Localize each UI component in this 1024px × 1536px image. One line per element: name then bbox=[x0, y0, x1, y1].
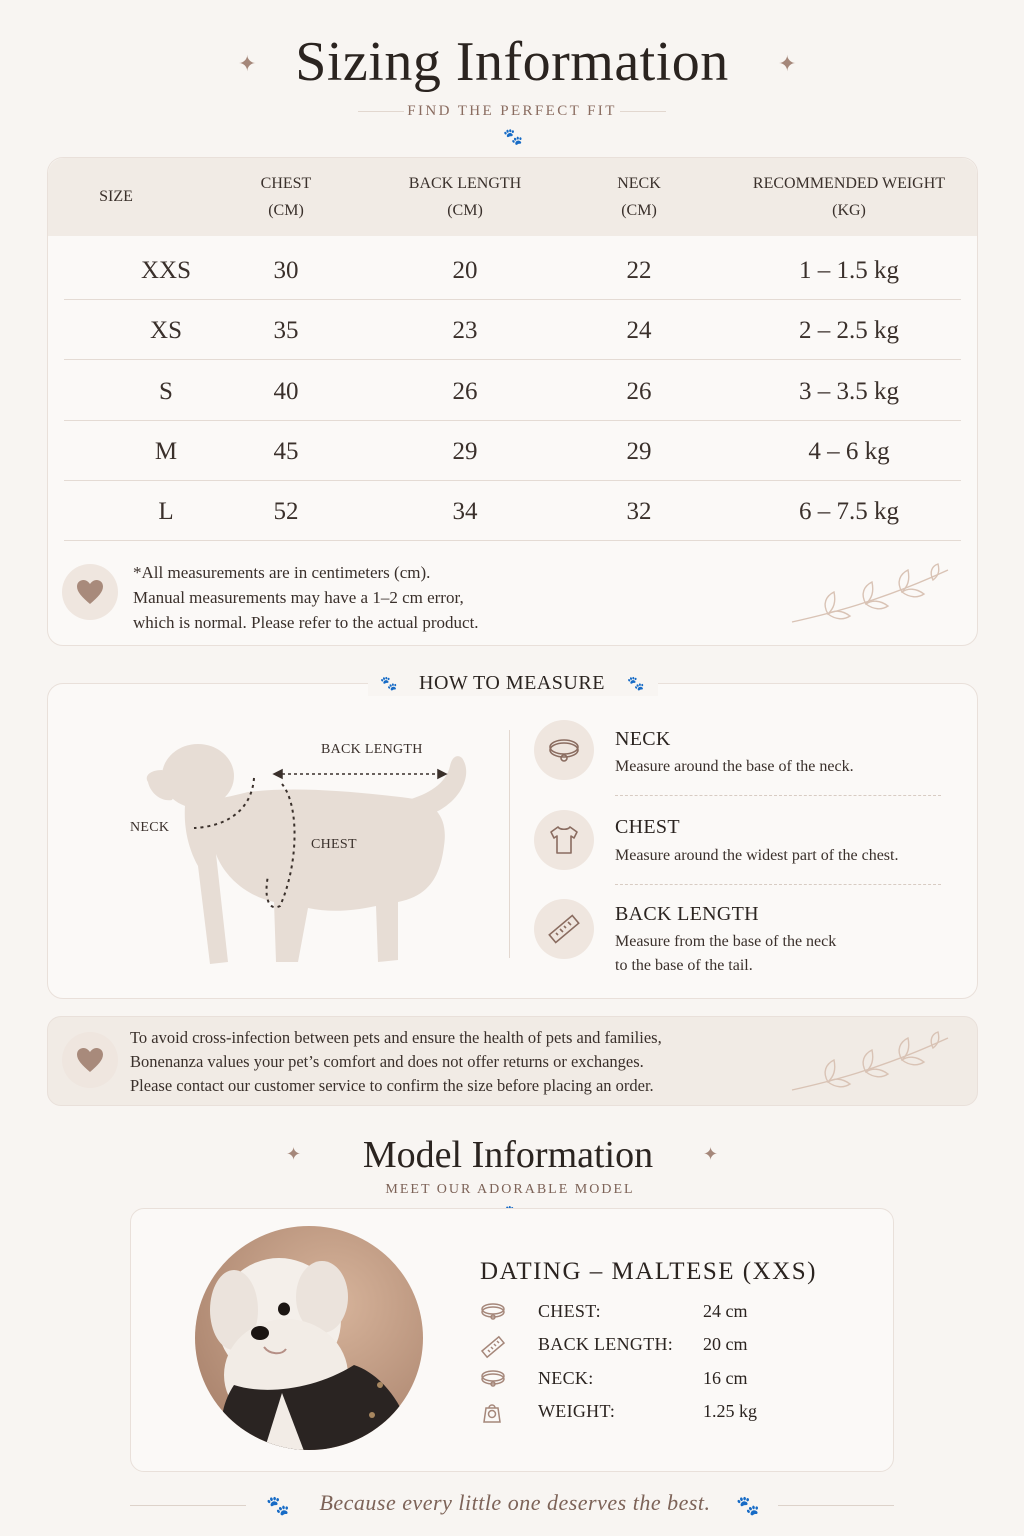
collar-icon bbox=[480, 1368, 506, 1393]
section-label: HOW TO MEASURE bbox=[419, 672, 605, 694]
column-header-weight: RECOMMENDED WEIGHT (KG) bbox=[752, 175, 946, 219]
cell-chest: 30 bbox=[273, 257, 299, 284]
heart-icon bbox=[62, 1032, 118, 1088]
scale-icon bbox=[480, 1401, 504, 1430]
column-header-size: SIZE bbox=[99, 188, 133, 205]
footer-tagline: Because every little one deserves the best. bbox=[319, 1490, 711, 1515]
divider bbox=[615, 795, 941, 796]
sparkle-icon: ✦ bbox=[238, 52, 257, 77]
sparkle-icon: ✦ bbox=[703, 1144, 719, 1165]
table-row bbox=[64, 421, 961, 481]
model-section-title: Model Information bbox=[362, 1134, 654, 1176]
heart-icon bbox=[62, 564, 118, 620]
cell-neck: 24 bbox=[626, 317, 652, 345]
model-stat-value: 16 cm bbox=[703, 1367, 748, 1388]
policy-note: To avoid cross-infection between pets and ensure the health of pets and families, Bonenanza values your pet’s comfort and does not offer returns or exchanges. Please contact our customer service to confirm the size before placing an order. bbox=[130, 1028, 662, 1095]
measurement-note: *All measurements are in centimeters (cm). Manual measurements may have a 1–2 cm error, which is normal. Please refer to the actual product. bbox=[133, 563, 479, 632]
cell-neck: 29 bbox=[626, 437, 652, 465]
leaf-branch-icon bbox=[788, 1030, 954, 1096]
cell-size: L bbox=[158, 498, 174, 526]
sparkle-icon: ✦ bbox=[778, 52, 797, 77]
divider bbox=[778, 1505, 894, 1506]
table-row bbox=[64, 300, 961, 360]
paw-icon: 🐾 bbox=[266, 1495, 290, 1517]
ruler-icon bbox=[480, 1334, 506, 1365]
cell-weight: 4 – 6 kg bbox=[808, 437, 890, 465]
model-stat-label: WEIGHT: bbox=[538, 1401, 616, 1422]
ruler-icon bbox=[534, 899, 594, 959]
table-row bbox=[64, 361, 961, 421]
cell-chest: 45 bbox=[273, 437, 299, 465]
cell-weight: 1 – 1.5 kg bbox=[799, 257, 899, 284]
dog-diagram bbox=[128, 736, 488, 976]
cell-back-length: 23 bbox=[452, 317, 478, 345]
model-stat-value: 1.25 kg bbox=[703, 1401, 757, 1422]
divider bbox=[130, 1505, 246, 1506]
model-stat-label: CHEST: bbox=[538, 1301, 601, 1321]
shirt-icon bbox=[534, 810, 594, 870]
model-section-subtitle: MEET OUR ADORABLE MODEL bbox=[385, 1182, 635, 1197]
cell-neck: 26 bbox=[626, 377, 652, 405]
vertical-divider bbox=[509, 730, 510, 958]
cell-weight: 3 – 3.5 kg bbox=[799, 377, 899, 405]
model-stat-value: 24 cm bbox=[703, 1301, 748, 1321]
cell-size: XXS bbox=[140, 257, 191, 284]
model-name: DATING – MALTESE (XXS) bbox=[480, 1258, 817, 1285]
table-row bbox=[64, 481, 961, 541]
cell-chest: 52 bbox=[273, 498, 299, 526]
cell-back-length: 34 bbox=[452, 498, 478, 526]
cell-chest: 35 bbox=[273, 317, 299, 345]
measure-title-neck: NECK bbox=[615, 728, 671, 750]
model-photo bbox=[194, 1225, 424, 1451]
column-header-chest: CHEST (CM) bbox=[260, 175, 312, 219]
diagram-label-back-length: BACK LENGTH bbox=[321, 742, 423, 757]
model-stat-value: 20 cm bbox=[703, 1334, 748, 1355]
cell-back-length: 29 bbox=[452, 437, 478, 465]
divider bbox=[615, 884, 941, 885]
measure-desc-chest: Measure around the widest part of the chest. bbox=[615, 847, 899, 864]
measure-title-back-length: BACK LENGTH bbox=[615, 903, 759, 925]
sparkle-icon: ✦ bbox=[286, 1144, 302, 1165]
diagram-label-neck: NECK bbox=[130, 820, 170, 835]
paw-icon: 🐾 bbox=[503, 127, 523, 146]
paw-icon: 🐾 bbox=[380, 676, 398, 692]
cell-back-length: 20 bbox=[452, 257, 478, 284]
cell-weight: 2 – 2.5 kg bbox=[799, 317, 899, 345]
table-row bbox=[64, 240, 961, 300]
column-header-back-length: BACK LENGTH (CM) bbox=[408, 175, 522, 219]
cell-size: S bbox=[159, 377, 173, 405]
column-header-neck: NECK (CM) bbox=[617, 175, 661, 219]
cell-size: M bbox=[154, 437, 178, 465]
collar-icon bbox=[480, 1301, 506, 1326]
leaf-branch-icon bbox=[788, 562, 954, 628]
collar-icon bbox=[534, 720, 594, 780]
model-stat-label: BACK LENGTH: bbox=[538, 1334, 674, 1355]
page-subtitle: FIND THE PERFECT FIT bbox=[407, 103, 617, 119]
cell-neck: 22 bbox=[626, 257, 652, 284]
cell-weight: 6 – 7.5 kg bbox=[799, 498, 899, 526]
measure-desc-neck: Measure around the base of the neck. bbox=[615, 758, 854, 775]
cell-size: XS bbox=[150, 317, 182, 345]
cell-neck: 32 bbox=[626, 498, 652, 526]
cell-back-length: 26 bbox=[452, 377, 478, 405]
measure-desc-back-length: Measure from the base of the neck to the base of the tail. bbox=[615, 933, 837, 974]
model-stat-label: NECK: bbox=[538, 1367, 594, 1388]
measure-title-chest: CHEST bbox=[615, 816, 680, 838]
diagram-label-chest: CHEST bbox=[311, 837, 357, 852]
cell-chest: 40 bbox=[273, 377, 299, 405]
paw-icon: 🐾 bbox=[736, 1495, 760, 1517]
page-title: Sizing Information bbox=[295, 31, 729, 93]
paw-icon: 🐾 bbox=[627, 676, 645, 692]
